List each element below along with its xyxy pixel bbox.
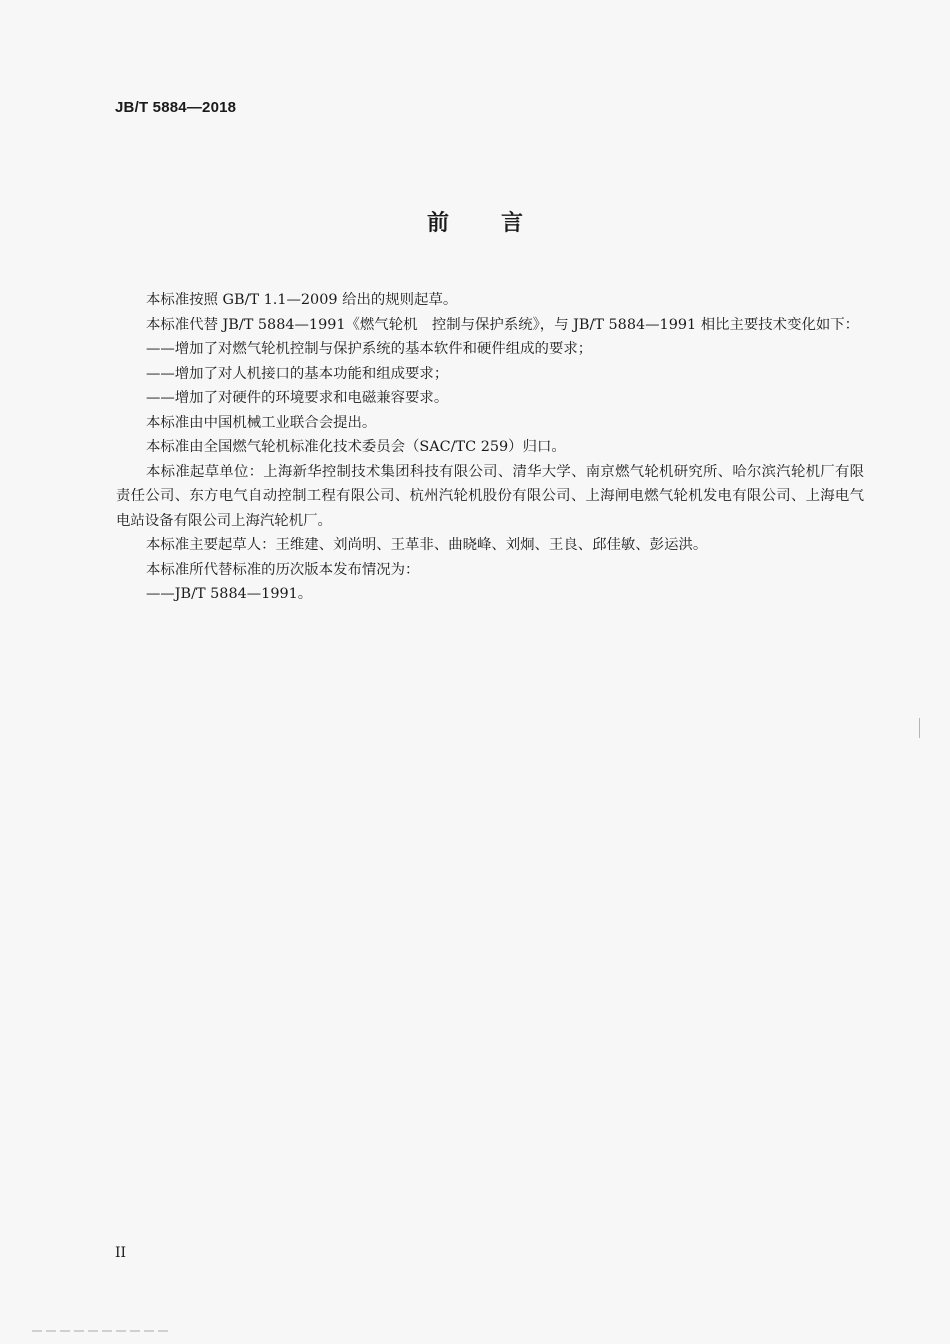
scan-margin-mark (919, 718, 920, 738)
paragraph-drafting-units: 本标准起草单位：上海新华控制技术集团科技有限公司、清华大学、南京燃气轮机研究所、哈尔滨汽轮机厂有限责任公司、东方电气自动控制工程有限公司、杭州汽轮机股份有限公司、上海闸电燃气轮机发电有限公司、上海电气电站设备有限公司上海汽轮机厂。 (116, 463, 864, 529)
paragraph-drafting-rules: 本标准按照 GB/T 1.1—2009 给出的规则起草。 (146, 292, 458, 308)
paragraph-drafters: 本标准主要起草人：王维建、刘尚明、王革非、曲晓峰、刘炯、王良、邱佳敏、彭运洪。 (146, 537, 708, 553)
page-number: II (115, 1245, 127, 1261)
paragraph-history: 本标准所代替标准的历次版本发布情况为： (146, 561, 420, 578)
change-item: ——增加了对硬件的环境要求和电磁兼容要求。 (146, 390, 449, 406)
foreword-body (116, 288, 864, 607)
paragraph-committee: 本标准由全国燃气轮机标准化技术委员会（SAC/TC 259）归口。 (146, 439, 566, 455)
history-item: ——JB/T 5884—1991。 (146, 586, 313, 602)
change-item: ——增加了对人机接口的基本功能和组成要求； (146, 365, 449, 382)
paragraph-proposer: 本标准由中国机械工业联合会提出。 (146, 414, 377, 431)
page-title: 前言 (426, 211, 575, 236)
scan-artifact (32, 1330, 172, 1332)
change-item: ——增加了对燃气轮机控制与保护系统的基本软件和硬件组成的要求； (146, 341, 593, 357)
paragraph-replacement: 本标准代替 JB/T 5884—1991《燃气轮机 控制与保护系统》，与 JB/T 5884—1991 相比主要技术变化如下： (146, 316, 860, 333)
standard-code: JB/T 5884—2018 (115, 99, 237, 116)
